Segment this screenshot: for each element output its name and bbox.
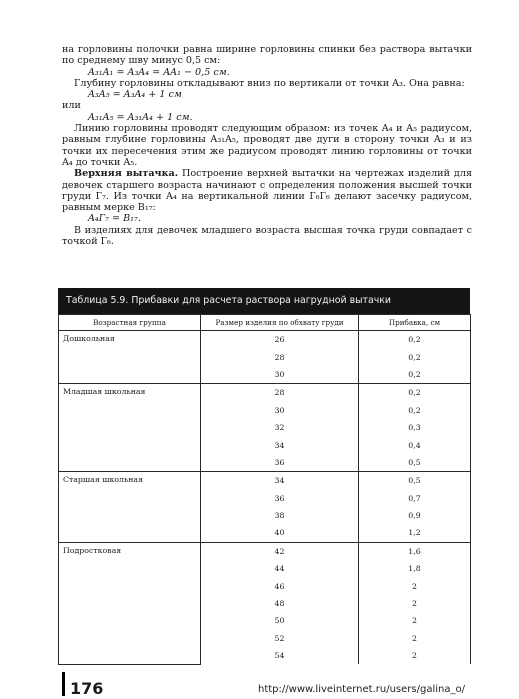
paragraph: или <box>62 100 81 112</box>
formula: A₄Г₇ = B₁₇. <box>88 213 141 225</box>
age-group-cell: Младшая школьная <box>59 384 201 472</box>
column-header: Прибавка, см <box>359 315 471 331</box>
paragraph: Глубину горловины откладывают вниз по вертикали от точки A₃. Она равна: <box>74 77 465 89</box>
formula: A₃₁A₅ = A₃₁A₄ + 1 см. <box>88 111 193 123</box>
body-text <box>62 44 472 247</box>
allowance-cell: 0,3 <box>359 419 471 436</box>
allowance-cell: 2 <box>359 630 471 647</box>
allowance-cell: 0,9 <box>359 507 471 524</box>
allowance-cell: 0,7 <box>359 490 471 507</box>
data-table <box>58 314 471 665</box>
paragraph-upper-dart: Верхняя вытачка. Построение верхней вытачки на чертежах изделий для девочек старшего возраста начинают с определения положения высшей точки груди Г₇. Из точки A₄ на вертикальной линии Г₆Г₆ делают засечку радиусом, равным мерке B₁₇: <box>62 168 472 214</box>
allowance-cell: 0,2 <box>359 366 471 384</box>
allowance-cell: 0,5 <box>359 454 471 472</box>
table-row <box>59 331 471 349</box>
paragraph: Линию горловины проводят следующим образом: из точек A₄ и A₅ радиусом, равным глубине горловины A₃₁A₅, проводят две дуги в сторону точки A₃ и из точки их пересечения этим же радиусом проводят линию горловины от точки A₄ до точки A₅. <box>62 123 472 168</box>
allowance-cell: 1,2 <box>359 524 471 542</box>
table-row <box>59 472 471 490</box>
column-header: Размер изделия по обхвату груди <box>201 315 359 331</box>
age-group-cell: Дошкольная <box>59 331 201 384</box>
size-cell: 44 <box>201 560 359 577</box>
size-cell: 30 <box>201 366 359 384</box>
size-cell: 36 <box>201 490 359 507</box>
size-cell: 34 <box>201 436 359 453</box>
size-cell: 42 <box>201 542 359 560</box>
size-cell: 54 <box>201 647 359 664</box>
allowance-cell: 0,2 <box>359 402 471 419</box>
table-row <box>59 542 471 560</box>
size-cell: 28 <box>201 348 359 365</box>
size-cell: 36 <box>201 454 359 472</box>
allowance-cell: 0,2 <box>359 384 471 402</box>
table-header-row <box>59 315 471 331</box>
table-row <box>59 384 471 402</box>
size-cell: 46 <box>201 577 359 594</box>
size-cell: 48 <box>201 595 359 612</box>
allowance-cell: 2 <box>359 577 471 594</box>
table-title: Таблица 5.9. Прибавки для расчета раствора нагрудной вытачки <box>58 288 470 314</box>
allowance-cell: 0,4 <box>359 436 471 453</box>
size-cell: 28 <box>201 384 359 402</box>
size-cell: 50 <box>201 612 359 629</box>
size-cell: 32 <box>201 419 359 436</box>
age-group-cell: Подростковая <box>59 542 201 664</box>
size-cell: 34 <box>201 472 359 490</box>
allowance-cell: 2 <box>359 595 471 612</box>
size-cell: 38 <box>201 507 359 524</box>
paragraph: В изделиях для девочек младшего возраста высшая точка груди совпадает с точкой Г₆. <box>62 224 472 248</box>
paragraph: на горловины полочки равна ширине горловины спинки без раствора вытачки по среднему шву минус 0,5 см: <box>62 44 472 67</box>
page-marker <box>62 672 65 696</box>
allowance-cell: 1,6 <box>359 542 471 560</box>
allowance-cell: 0,5 <box>359 472 471 490</box>
table-body <box>59 331 471 665</box>
formula: A₃A₅ = A₃A₄ + 1 см <box>88 89 182 101</box>
allowance-cell: 1,8 <box>359 560 471 577</box>
watermark-url: http://www.liveinternet.ru/users/galina_o/ <box>258 684 465 695</box>
page-number: 176 <box>70 679 104 698</box>
section-lead: Верхняя вытачка. <box>74 168 179 180</box>
size-cell: 30 <box>201 402 359 419</box>
column-header: Возрастная группа <box>59 315 201 331</box>
allowance-cell: 0,2 <box>359 348 471 365</box>
allowance-cell: 0,2 <box>359 331 471 349</box>
size-cell: 40 <box>201 524 359 542</box>
size-cell: 26 <box>201 331 359 349</box>
age-group-cell: Старшая школьная <box>59 472 201 543</box>
allowance-cell: 2 <box>359 647 471 664</box>
size-cell: 52 <box>201 630 359 647</box>
formula: A₃₁A₁ = A₃A₄ = AA₁ − 0,5 см. <box>88 66 230 78</box>
allowance-table <box>58 288 472 672</box>
allowance-cell: 2 <box>359 612 471 629</box>
